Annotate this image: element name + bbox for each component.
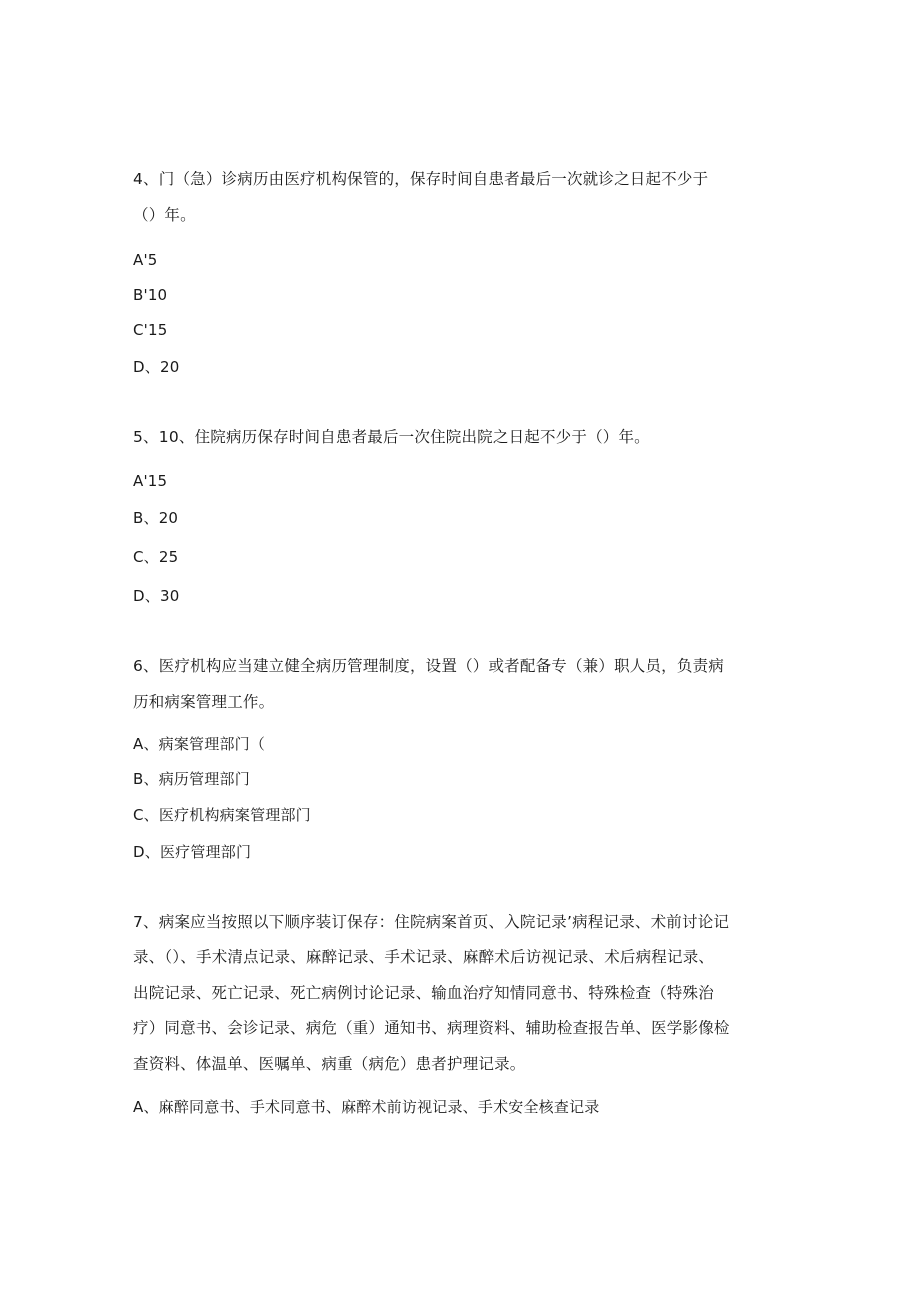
question-6-option-b: B、病历管理部门 [133, 770, 250, 788]
question-6-option-a: A、病案管理部门（ [133, 735, 266, 753]
question-7-text-line-1: 7、病案应当按照以下顺序装订保存：住院病案首页、入院记录’病程记录、术前讨论记 [133, 913, 730, 931]
question-7-text-line-4: 疗）同意书、会诊记录、病危（重）通知书、病理资料、辅助检查报告单、医学影像检 [133, 1019, 730, 1037]
question-5-option-b: B、20 [133, 509, 179, 527]
question-6-option-d: D、医疗管理部门 [133, 843, 252, 861]
question-4-text-line-2: （）年。 [133, 206, 196, 224]
question-6-text-line-2: 历和病案管理工作。 [133, 693, 275, 711]
question-5-option-d: D、30 [133, 587, 180, 605]
question-5-option-a: A'15 [133, 472, 168, 490]
question-5-text-line-1: 5、10、住院病历保存时间自患者最后一次住院出院之日起不少于（）年。 [133, 428, 650, 446]
question-4-option-c: C'15 [133, 321, 168, 339]
question-7-text-line-3: 出院记录、死亡记录、死亡病例讨论记录、输血治疗知情同意书、特殊检查（特殊治 [133, 984, 714, 1002]
question-7-text-line-2: 录、（）、手术清点记录、麻醉记录、手术记录、麻醉术后访视记录、术后病程记录、 [133, 948, 715, 966]
question-5-option-c: C、25 [133, 548, 179, 566]
question-4-option-a: A'5 [133, 251, 158, 269]
question-6-option-c: C、医疗机构病案管理部门 [133, 806, 311, 824]
question-4-option-d: D、20 [133, 358, 180, 376]
question-7-text-line-5: 查资料、体温单、医嘱单、病重（病危）患者护理记录。 [133, 1055, 526, 1073]
question-4-text-line-1: 4、门（急）诊病历由医疗机构保管的，保存时间自患者最后一次就诊之日起不少于 [133, 170, 709, 188]
question-4-option-b: B'10 [133, 286, 168, 304]
question-6-text-line-1: 6、医疗机构应当建立健全病历管理制度，设置（）或者配备专（兼）职人员，负责病 [133, 657, 724, 675]
question-7-option-a: A、麻醉同意书、手术同意书、麻醉术前访视记录、手术安全核查记录 [133, 1098, 600, 1116]
